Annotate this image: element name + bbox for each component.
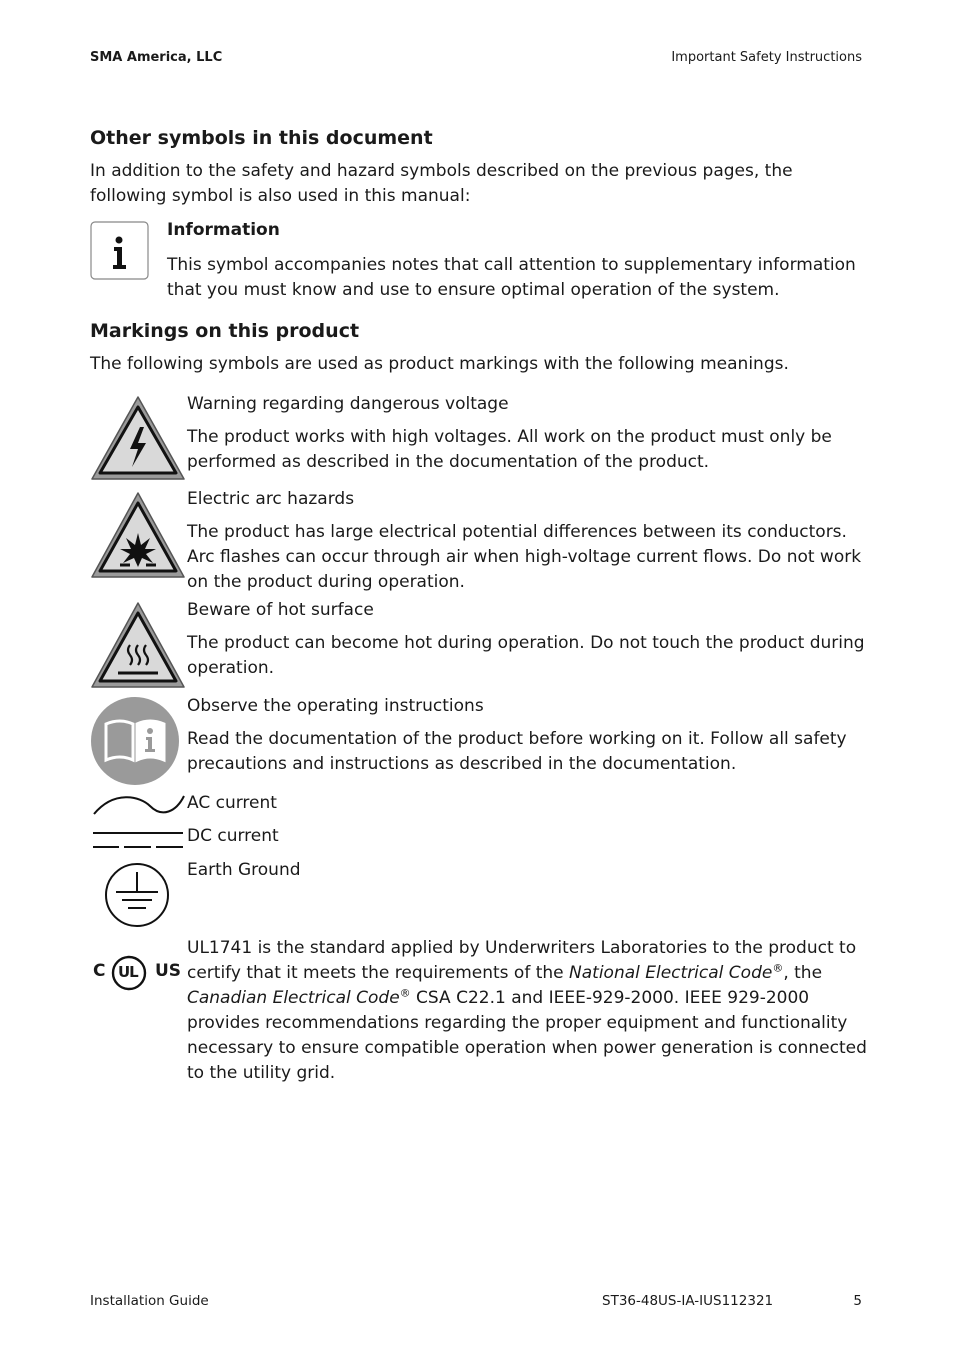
header-section-title: Important Safety Instructions bbox=[671, 50, 862, 65]
earth-ground-icon bbox=[104, 862, 170, 932]
dc-current-icon bbox=[90, 828, 186, 856]
nec-reference: National Electrical Code bbox=[569, 963, 773, 983]
marking-text-voltage: The product works with high voltages. All work on the product must only be performed as described in the documentation of the product. bbox=[187, 427, 832, 472]
header-company: SMA America, LLC bbox=[90, 50, 223, 65]
cec-reference: Canadian Electrical Code bbox=[187, 988, 400, 1008]
cul-us-mark-icon bbox=[93, 955, 183, 991]
marking-text-arc: The product has large electrical potential differences between its conductors. Arc flashes can occur through air when high-voltage current flows. Do not work on the product during operation. bbox=[187, 522, 862, 592]
footer-guide-title: Installation Guide bbox=[90, 1293, 209, 1309]
markings-heading: Markings on this product bbox=[90, 320, 360, 342]
marking-title-ac: AC current bbox=[187, 793, 277, 813]
cul-c-letter: C bbox=[93, 961, 106, 981]
ac-current-icon bbox=[90, 790, 186, 824]
other-symbols-heading: Other symbols in this document bbox=[90, 127, 433, 149]
operating-instructions-icon bbox=[90, 696, 180, 790]
footer-page-number: 5 bbox=[853, 1293, 862, 1309]
information-icon bbox=[90, 221, 150, 285]
high-voltage-warning-icon bbox=[90, 395, 186, 485]
markings-intro: The following symbols are used as product markings with the following meanings. bbox=[90, 354, 789, 374]
marking-title-dc: DC current bbox=[187, 826, 279, 846]
cul-ul-letters: UL bbox=[118, 963, 138, 981]
marking-title-voltage: Warning regarding dangerous voltage bbox=[187, 394, 509, 414]
marking-title-ground: Earth Ground bbox=[187, 860, 301, 880]
ul-standard-text: UL1741 is the standard applied by Underwriters Laboratories to the product to certify that it meets the requirements of the National Electrical Code®, the Canadian Electrical Code® CSA C22.1 and IEEE-929-2000. IEEE 929-2000 provides recommendations regarding the proper equipment and functionality necessary to ensure compatible operation when power generation is connected to the utility grid. bbox=[187, 938, 867, 1083]
other-symbols-intro: In addition to the safety and hazard symbols described on the previous pages, the following symbol is also used in this manual: bbox=[90, 161, 793, 206]
marking-text-hot: The product can become hot during operation. Do not touch the product during operation. bbox=[187, 633, 865, 678]
marking-title-instructions: Observe the operating instructions bbox=[187, 696, 484, 716]
marking-text-instructions: Read the documentation of the product before working on it. Follow all safety precautions and instructions as described in the documentation. bbox=[187, 729, 847, 774]
cul-us-letters: US bbox=[155, 961, 182, 981]
marking-title-hot: Beware of hot surface bbox=[187, 600, 374, 620]
information-title: Information bbox=[167, 220, 280, 240]
electric-arc-warning-icon bbox=[90, 491, 186, 583]
hot-surface-warning-icon bbox=[90, 601, 186, 693]
marking-title-arc: Electric arc hazards bbox=[187, 489, 355, 509]
information-text: This symbol accompanies notes that call attention to supplementary information that you must know and use to ensure optimal operation of the system. bbox=[167, 255, 856, 300]
footer-doc-id: ST36-48US-IA-IUS112321 bbox=[602, 1293, 774, 1309]
